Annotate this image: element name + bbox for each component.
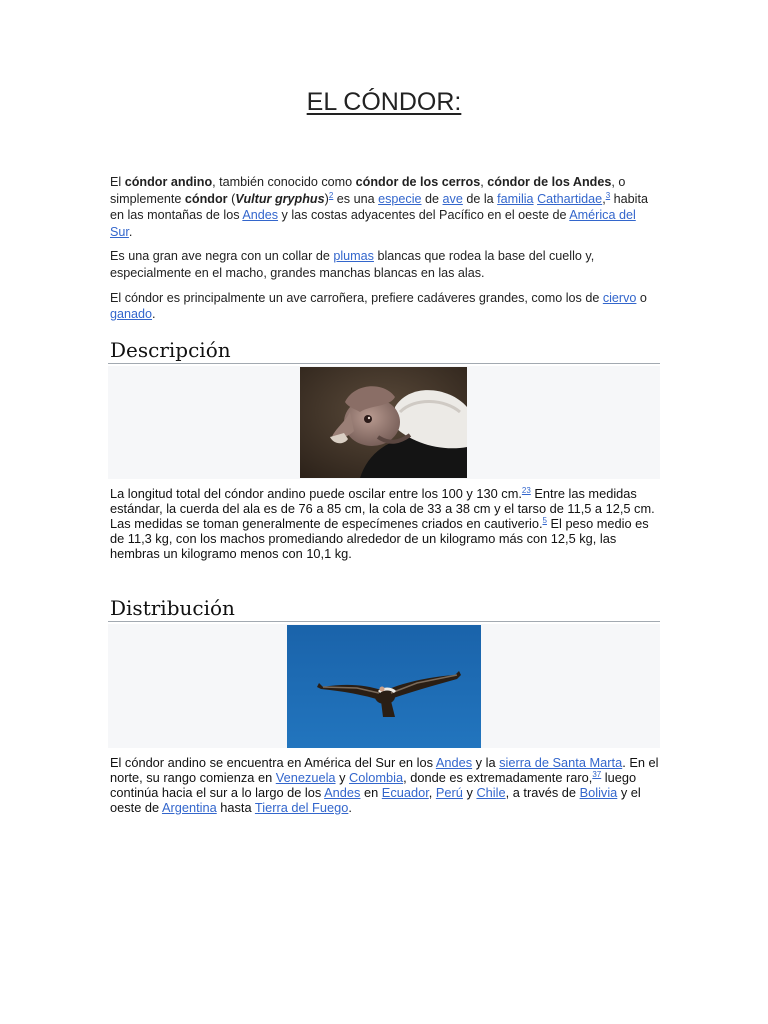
section-heading-descripcion: Descripción	[110, 338, 231, 362]
condor-head-photo	[300, 367, 467, 478]
distribucion-paragraph: El cóndor andino se encuentra en América del Sur en los Andes y la sierra de Santa Marta. En el norte, su rango comienza en Venezuela y Colombia, donde es extremadamente raro,$^{37}$ luego continúa hacia el sur a lo largo de los Andes en Ecuador, Perú y Chile, a través de Bolivia y el oeste de Argentina hasta Tierra del Fuego.	[110, 755, 659, 815]
link-bolivia[interactable]: Bolivia	[579, 785, 618, 800]
link-america-del-sur[interactable]: América del Sur	[110, 208, 636, 239]
link-peru[interactable]: Perú	[435, 785, 463, 800]
link-tierra-del-fuego[interactable]: Tierra del Fuego	[254, 800, 349, 815]
citation-link[interactable]: 3	[605, 190, 611, 200]
intro-paragraph-2: Es una gran ave negra con un collar de plumas blancas que rodea la base del cuello y, especialmente en el macho, grandes manchas blancas en las alas.	[110, 249, 595, 280]
intro-paragraph-3: El cóndor es principalmente un ave carroñera, prefiere cadáveres grandes, como los de ciervo o ganado.	[110, 290, 647, 322]
link-plumas[interactable]: plumas	[333, 249, 374, 264]
link-argentina[interactable]: Argentina	[161, 800, 217, 815]
link-andes[interactable]: Andes	[435, 755, 473, 770]
link-andes[interactable]: Andes	[324, 785, 361, 800]
citation-link[interactable]: 37	[592, 770, 602, 779]
section-divider	[108, 363, 660, 364]
citation-link[interactable]: 23	[521, 486, 531, 495]
descripcion-paragraph: La longitud total del cóndor andino puede oscilar entre los 100 y 130 cm.$^{23}$ Entre las medidas estándar, la cuerda del ala es de 76 a 85 cm, la cola de 33 a 38 cm y el tarso de 11,5 a 12,5 cm. Las medidas se toman generalmente de especímenes criados en cautiverio.$^5$ El peso medio es de 11,3 kg, con los machos promediando alrededor de un kilogramo más con 12,5 kg, las hembras un kilogramo menos con 10,1 kg.	[110, 486, 655, 561]
link-chile[interactable]: Chile	[476, 785, 506, 800]
condor-flight-photo	[287, 625, 481, 748]
page-title: EL CÓNDOR:	[306, 88, 462, 116]
intro-paragraph-1: El cóndor andino, también conocido como cóndor de los cerros, cóndor de los Andes, o simplemente cóndor (Vultur gryphus)$^2$ es una especie de ave de la familia Cathartidae,$^3$ habita en las montañas de los Andes y las costas adyacentes del Pacífico en el oeste de América del Sur.	[110, 175, 648, 239]
link-cathartidae[interactable]: Cathartidae	[537, 191, 603, 206]
section-divider	[108, 621, 660, 622]
link-especie[interactable]: especie	[378, 191, 422, 206]
citation-link[interactable]: 2	[328, 190, 334, 200]
citation-link[interactable]: 5	[542, 516, 547, 525]
link-venezuela[interactable]: Venezuela	[275, 770, 336, 785]
link-familia[interactable]: familia	[497, 191, 534, 206]
section-heading-distribucion: Distribución	[110, 596, 235, 620]
link-sierra-de-santa-marta[interactable]: sierra de Santa Marta	[499, 755, 623, 770]
link-andes[interactable]: Andes	[242, 208, 279, 223]
link-ciervo[interactable]: ciervo	[602, 290, 637, 305]
link-colombia[interactable]: Colombia	[349, 770, 404, 785]
link-ave[interactable]: ave	[442, 191, 463, 206]
link-ecuador[interactable]: Ecuador	[381, 785, 429, 800]
intro	[110, 174, 660, 331]
link-ganado[interactable]: ganado	[110, 307, 153, 322]
